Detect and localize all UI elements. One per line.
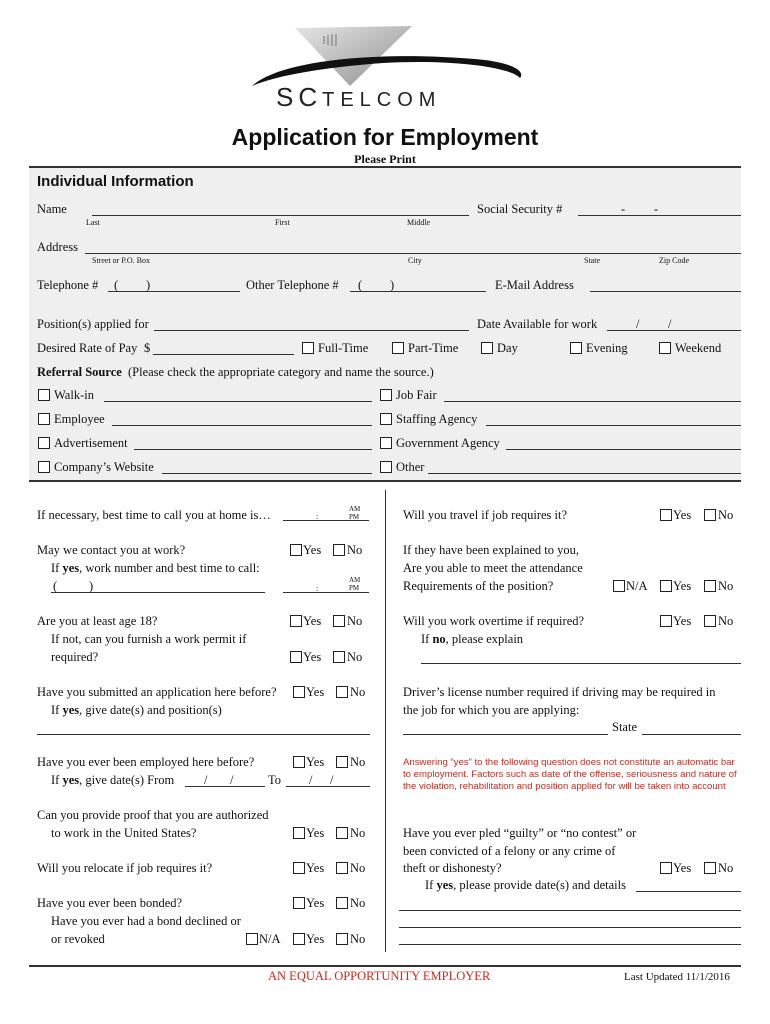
contact-work-no-checkbox[interactable] bbox=[333, 544, 345, 556]
walk-in-label: Walk-in bbox=[54, 388, 94, 402]
name-label: Name bbox=[37, 202, 67, 216]
felony-yes-emph: yes bbox=[436, 878, 454, 892]
employed-yes-emph: yes bbox=[62, 773, 80, 787]
requirements-na-checkbox[interactable] bbox=[613, 580, 625, 592]
age18-yes-checkbox[interactable] bbox=[290, 615, 302, 627]
employed-to-field[interactable] bbox=[286, 786, 370, 787]
staffing-agency-field[interactable] bbox=[486, 425, 741, 426]
overtime-followup bbox=[421, 632, 523, 647]
advertisement-label: Advertisement bbox=[54, 436, 128, 450]
bond-declined-yes-label: Yes bbox=[306, 932, 325, 946]
email-label: E-Mail Address bbox=[495, 278, 574, 292]
license-line1: Driver’s license number required if driving may be required in bbox=[403, 685, 716, 699]
felony-followup bbox=[425, 878, 626, 893]
overtime-no-checkbox[interactable] bbox=[704, 615, 716, 627]
logo-text-telcom: TELCOM bbox=[322, 89, 442, 111]
proof-yes-checkbox[interactable] bbox=[293, 827, 305, 839]
submitted-followup-text: , give date(s) and position(s) bbox=[79, 703, 222, 717]
contact-work-if: If bbox=[51, 561, 60, 575]
date-slash-2: / bbox=[668, 317, 672, 331]
telephone-label: Telephone # bbox=[37, 278, 99, 292]
address-field[interactable] bbox=[85, 253, 741, 254]
bond-declined-no-label: No bbox=[350, 932, 366, 946]
overtime-yes-label: Yes bbox=[673, 614, 692, 628]
other-telephone-paren-close: ) bbox=[390, 278, 395, 292]
license-state-field[interactable] bbox=[642, 734, 741, 735]
footer-rule bbox=[29, 965, 741, 967]
proof-no-checkbox[interactable] bbox=[336, 827, 348, 839]
telephone-field[interactable] bbox=[108, 291, 240, 292]
age18-sub1: If not, can you furnish a work permit if bbox=[51, 632, 247, 646]
felony-details-field-1[interactable] bbox=[636, 891, 741, 892]
overtime-if: If bbox=[421, 632, 430, 646]
employed-no-label: No bbox=[350, 755, 366, 769]
advertisement-checkbox[interactable] bbox=[38, 437, 50, 449]
day-label: Day bbox=[497, 341, 518, 355]
column-divider bbox=[385, 490, 386, 952]
email-field[interactable] bbox=[590, 291, 741, 292]
overtime-no-label: No bbox=[718, 614, 734, 628]
ssn-label: Social Security # bbox=[477, 202, 563, 216]
age18-yes-label: Yes bbox=[303, 614, 322, 628]
travel-yes-checkbox[interactable] bbox=[660, 509, 672, 521]
employed-from-slash-1: / bbox=[204, 773, 208, 787]
referral-source-label: Referral Source bbox=[37, 365, 122, 379]
felony-line3: theft or dishonesty? bbox=[403, 861, 502, 875]
company-website-field[interactable] bbox=[162, 473, 372, 474]
relocate-no-checkbox[interactable] bbox=[336, 862, 348, 874]
government-agency-field[interactable] bbox=[506, 449, 741, 450]
overtime-no-emph: no bbox=[432, 632, 446, 646]
proof-yes-label: Yes bbox=[306, 826, 325, 840]
proof-question-line2: to work in the United States? bbox=[51, 826, 197, 840]
government-agency-checkbox[interactable] bbox=[380, 437, 392, 449]
submitted-yes-emph: yes bbox=[62, 703, 80, 717]
rate-field[interactable] bbox=[153, 354, 294, 355]
ssn-field[interactable] bbox=[578, 215, 741, 216]
felony-line2: been convicted of a felony or any crime of bbox=[403, 844, 616, 858]
work-permit-yes-label: Yes bbox=[303, 650, 322, 664]
other-telephone-field[interactable] bbox=[350, 291, 486, 292]
staffing-agency-label: Staffing Agency bbox=[396, 412, 478, 426]
company-website-label: Company’s Website bbox=[54, 460, 154, 474]
employed-to-label: To bbox=[268, 773, 282, 787]
overtime-explain-field[interactable] bbox=[421, 663, 741, 664]
requirements-no-checkbox[interactable] bbox=[704, 580, 716, 592]
age18-no-label: No bbox=[347, 614, 363, 628]
felony-no-label: No bbox=[718, 861, 734, 875]
bonded-yes-checkbox[interactable] bbox=[293, 897, 305, 909]
travel-yes-label: Yes bbox=[673, 508, 692, 522]
company-website-checkbox[interactable] bbox=[38, 461, 50, 473]
employed-from-field[interactable] bbox=[185, 786, 265, 787]
felony-no-checkbox[interactable] bbox=[704, 862, 716, 874]
employed-question: Have you ever been employed here before? bbox=[37, 755, 255, 769]
job-fair-checkbox[interactable] bbox=[380, 389, 392, 401]
work-call-time-am: AM bbox=[349, 576, 361, 584]
work-number-paren-close: ) bbox=[89, 579, 94, 593]
section-bottom-rule bbox=[29, 480, 741, 482]
part-time-label: Part-Time bbox=[408, 341, 459, 355]
walk-in-checkbox[interactable] bbox=[38, 389, 50, 401]
employee-checkbox[interactable] bbox=[38, 413, 50, 425]
date-slash-1: / bbox=[636, 317, 640, 331]
age18-no-checkbox[interactable] bbox=[333, 615, 345, 627]
name-sub-last: Last bbox=[86, 218, 100, 227]
bonded-no-checkbox[interactable] bbox=[336, 897, 348, 909]
requirements-line2: Are you able to meet the attendance bbox=[403, 561, 583, 575]
submitted-followup bbox=[51, 703, 222, 718]
bonded-question: Have you ever been bonded? bbox=[37, 896, 183, 910]
employed-to-slash-1: / bbox=[309, 773, 313, 787]
part-time-checkbox[interactable] bbox=[392, 342, 404, 354]
bond-declined-line2: or revoked bbox=[51, 932, 105, 946]
contact-work-followup bbox=[51, 561, 260, 576]
address-label: Address bbox=[37, 240, 78, 254]
work-number-field[interactable] bbox=[51, 592, 265, 593]
submitted-yes-label: Yes bbox=[306, 685, 325, 699]
bonded-no-label: No bbox=[350, 896, 366, 910]
license-state-label: State bbox=[612, 720, 637, 734]
address-sub-street: Street or P.O. Box bbox=[92, 256, 150, 265]
bonded-yes-label: Yes bbox=[306, 896, 325, 910]
name-field[interactable] bbox=[92, 215, 469, 216]
license-line2: the job for which you are applying: bbox=[403, 703, 580, 717]
employed-yes-checkbox[interactable] bbox=[293, 756, 305, 768]
relocate-yes-label: Yes bbox=[306, 861, 325, 875]
weekend-checkbox[interactable] bbox=[659, 342, 671, 354]
name-sub-middle: Middle bbox=[407, 218, 431, 227]
employed-no-checkbox[interactable] bbox=[336, 756, 348, 768]
telephone-paren-close: ) bbox=[146, 278, 151, 292]
evening-checkbox[interactable] bbox=[570, 342, 582, 354]
evening-label: Evening bbox=[586, 341, 628, 355]
relocate-question: Will you relocate if job requires it? bbox=[37, 861, 213, 875]
submitted-no-checkbox[interactable] bbox=[336, 686, 348, 698]
requirements-line1: If they have been explained to you, bbox=[403, 543, 579, 557]
bond-declined-na-label: N/A bbox=[259, 932, 281, 946]
felony-notice: Answering “yes” to the following question does not constitute an automatic bar to employment. Factors such as date of the offense, seriousness and nature of the violation, rehabilitation and position applied for will be taken into account bbox=[403, 757, 737, 792]
requirements-yes-label: Yes bbox=[673, 579, 692, 593]
overtime-yes-checkbox[interactable] bbox=[660, 615, 672, 627]
felony-line1: Have you ever pled “guilty” or “no contest” or bbox=[403, 826, 637, 840]
contact-work-yes-checkbox[interactable] bbox=[290, 544, 302, 556]
company-logo bbox=[240, 20, 540, 112]
felony-yes-checkbox[interactable] bbox=[660, 862, 672, 874]
employed-to-slash-2: / bbox=[330, 773, 334, 787]
ssn-separator-1: - bbox=[621, 202, 626, 216]
submitted-details-field[interactable] bbox=[37, 734, 370, 735]
weekend-label: Weekend bbox=[675, 341, 722, 355]
best-time-pm: PM bbox=[349, 513, 360, 521]
work-call-time-colon: : bbox=[316, 584, 319, 593]
work-permit-yes-checkbox[interactable] bbox=[290, 651, 302, 663]
work-number-paren-open: ( bbox=[53, 579, 58, 593]
best-time-colon: : bbox=[316, 512, 319, 521]
work-call-time-pm: PM bbox=[349, 584, 360, 592]
relocate-no-label: No bbox=[350, 861, 366, 875]
proof-question-line1: Can you provide proof that you are authorized bbox=[37, 808, 269, 822]
best-time-am: AM bbox=[349, 505, 361, 513]
telephone-paren-open: ( bbox=[114, 278, 119, 292]
staffing-agency-checkbox[interactable] bbox=[380, 413, 392, 425]
work-call-time-field[interactable] bbox=[283, 592, 369, 593]
requirements-na-label: N/A bbox=[626, 579, 648, 593]
other-telephone-label: Other Telephone # bbox=[246, 278, 339, 292]
page-title: Application for Employment bbox=[231, 124, 539, 150]
age18-sub2: required? bbox=[51, 650, 99, 664]
submitted-if: If bbox=[51, 703, 60, 717]
felony-details-field-3[interactable] bbox=[399, 927, 741, 928]
contact-work-yes-emph: yes bbox=[62, 561, 80, 575]
walk-in-field[interactable] bbox=[104, 401, 372, 402]
section-title: Individual Information bbox=[37, 173, 194, 190]
address-sub-zip: Zip Code bbox=[659, 256, 689, 265]
date-available-field[interactable] bbox=[607, 330, 741, 331]
other-telephone-paren-open: ( bbox=[358, 278, 363, 292]
position-label: Position(s) applied for bbox=[37, 317, 149, 331]
work-permit-no-label: No bbox=[347, 650, 363, 664]
rate-currency: $ bbox=[144, 341, 151, 355]
day-checkbox[interactable] bbox=[481, 342, 493, 354]
submitted-no-label: No bbox=[350, 685, 366, 699]
requirements-line3: Requirements of the position? bbox=[403, 579, 554, 593]
license-number-field[interactable] bbox=[403, 734, 608, 735]
submitted-yes-checkbox[interactable] bbox=[293, 686, 305, 698]
travel-question: Will you travel if job requires it? bbox=[403, 508, 568, 522]
overtime-question: Will you work overtime if required? bbox=[403, 614, 585, 628]
address-sub-city: City bbox=[408, 256, 422, 265]
logo-text-sc: SC bbox=[276, 82, 323, 112]
rate-label: Desired Rate of Pay bbox=[37, 341, 138, 355]
employed-if: If bbox=[51, 773, 60, 787]
employee-label: Employee bbox=[54, 412, 105, 426]
bond-declined-na-checkbox[interactable] bbox=[246, 933, 258, 945]
full-time-label: Full-Time bbox=[318, 341, 369, 355]
ssn-separator-2: - bbox=[654, 202, 659, 216]
position-field[interactable] bbox=[154, 330, 469, 331]
employed-yes-label: Yes bbox=[306, 755, 325, 769]
advertisement-field[interactable] bbox=[134, 449, 372, 450]
contact-work-no-label: No bbox=[347, 543, 363, 557]
full-time-checkbox[interactable] bbox=[302, 342, 314, 354]
work-permit-no-checkbox[interactable] bbox=[333, 651, 345, 663]
name-sub-first: First bbox=[275, 218, 290, 227]
requirements-no-label: No bbox=[718, 579, 734, 593]
overtime-followup-text: , please explain bbox=[445, 632, 524, 646]
job-fair-label: Job Fair bbox=[396, 388, 437, 402]
last-updated: Last Updated 11/1/2016 bbox=[624, 971, 730, 983]
felony-details-field-2[interactable] bbox=[399, 910, 741, 911]
travel-no-label: No bbox=[718, 508, 734, 522]
other-checkbox[interactable] bbox=[380, 461, 392, 473]
contact-work-yes-label: Yes bbox=[303, 543, 322, 557]
address-sub-state: State bbox=[584, 256, 600, 265]
proof-no-label: No bbox=[350, 826, 366, 840]
bond-declined-no-checkbox[interactable] bbox=[336, 933, 348, 945]
submitted-question: Have you submitted an application here before? bbox=[37, 685, 277, 699]
job-fair-field[interactable] bbox=[444, 401, 741, 402]
other-field[interactable] bbox=[428, 473, 741, 474]
felony-if: If bbox=[425, 878, 434, 892]
best-time-question: If necessary, best time to call you at home is… bbox=[37, 508, 271, 522]
referral-instructions: (Please check the appropriate category and name the source.) bbox=[128, 365, 434, 379]
bond-declined-line1: Have you ever had a bond declined or bbox=[51, 914, 241, 928]
felony-followup-text: , please provide date(s) and details bbox=[453, 878, 626, 892]
requirements-yes-checkbox[interactable] bbox=[660, 580, 672, 592]
contact-work-followup-text: , work number and best time to call: bbox=[79, 561, 260, 575]
page-subtitle: Please Print bbox=[354, 152, 416, 166]
equal-opportunity-employer: AN EQUAL OPPORTUNITY EMPLOYER bbox=[268, 969, 491, 983]
government-agency-label: Government Agency bbox=[396, 436, 500, 450]
felony-yes-label: Yes bbox=[673, 861, 692, 875]
employed-followup-text: , give date(s) From bbox=[79, 773, 175, 787]
age18-question: Are you at least age 18? bbox=[37, 614, 158, 628]
bond-declined-yes-checkbox[interactable] bbox=[293, 933, 305, 945]
travel-no-checkbox[interactable] bbox=[704, 509, 716, 521]
contact-work-question: May we contact you at work? bbox=[37, 543, 186, 557]
top-rule bbox=[29, 166, 741, 168]
felony-details-field-4[interactable] bbox=[399, 944, 741, 945]
employee-field[interactable] bbox=[112, 425, 372, 426]
relocate-yes-checkbox[interactable] bbox=[293, 862, 305, 874]
employed-followup bbox=[51, 773, 174, 788]
employed-from-slash-2: / bbox=[230, 773, 234, 787]
other-label: Other bbox=[396, 460, 425, 474]
date-available-label: Date Available for work bbox=[477, 317, 598, 331]
